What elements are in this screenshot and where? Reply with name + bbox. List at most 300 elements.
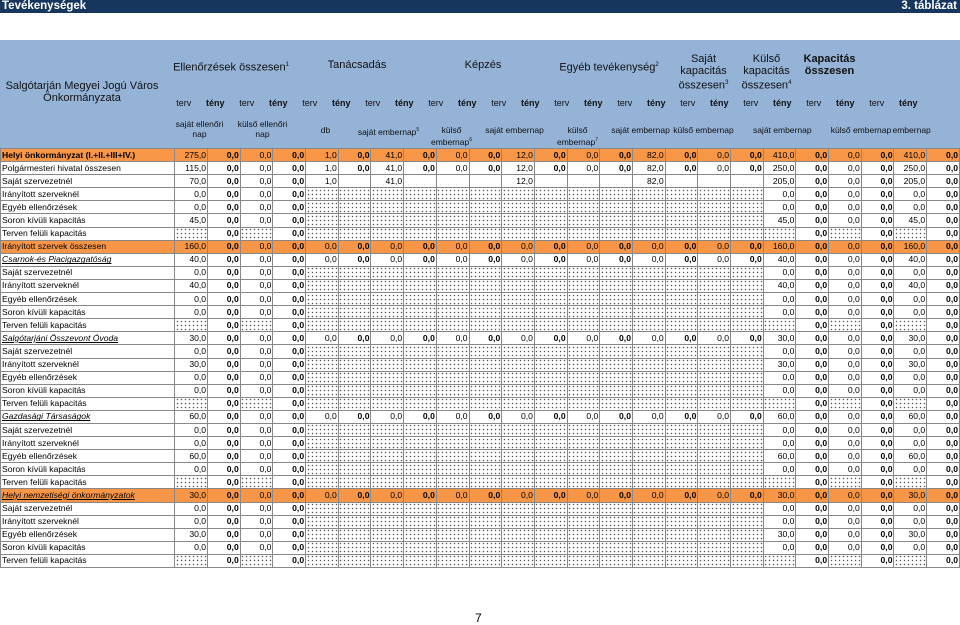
col-terv: terv: [428, 98, 444, 108]
cell: [306, 502, 339, 515]
cell: 0,0: [796, 541, 829, 554]
cell: [665, 188, 698, 201]
group-header-1: Tanácsadás: [327, 59, 387, 71]
cell: [665, 279, 698, 292]
cell: [436, 371, 469, 384]
cell: 0,0: [338, 149, 371, 162]
cell: 0,0: [208, 450, 241, 463]
cell: [371, 463, 404, 476]
cell: [306, 476, 339, 489]
cell: [404, 423, 437, 436]
table-row: [1, 162, 960, 175]
cell: [469, 450, 502, 463]
cell: 160,0: [763, 240, 796, 253]
cell: [731, 293, 764, 306]
cell: 0,0: [861, 306, 894, 319]
cell: 0,0: [796, 188, 829, 201]
cell: 0,0: [240, 515, 273, 528]
cell: [698, 214, 731, 227]
cell: [436, 423, 469, 436]
cell: [665, 384, 698, 397]
cell: [731, 515, 764, 528]
cell: 0,0: [502, 489, 535, 502]
cell: 0,0: [861, 162, 894, 175]
cell: 0,0: [175, 502, 208, 515]
cell: [698, 266, 731, 279]
cell: 0,0: [763, 201, 796, 214]
cell: [600, 306, 633, 319]
cell: 0,0: [927, 554, 960, 567]
cell: [436, 515, 469, 528]
cell: [306, 266, 339, 279]
row-label: Irányított szerveknél: [1, 437, 175, 450]
cell: 0,0: [731, 489, 764, 502]
cell: [469, 528, 502, 541]
cell: 0,0: [208, 201, 241, 214]
cell: 0,0: [829, 201, 862, 214]
cell: [731, 175, 764, 188]
cell: [731, 450, 764, 463]
cell: 0,0: [469, 410, 502, 423]
cell: 0,0: [240, 437, 273, 450]
cell: [371, 279, 404, 292]
cell: [404, 384, 437, 397]
cell: 0,0: [469, 332, 502, 345]
cell: [469, 437, 502, 450]
cell: 0,0: [240, 502, 273, 515]
cell: 0,0: [698, 489, 731, 502]
cell: 0,0: [600, 149, 633, 162]
cell: [469, 463, 502, 476]
cell: [894, 554, 927, 567]
cell: 0,0: [731, 253, 764, 266]
cell: [600, 319, 633, 332]
cell: 0,0: [208, 162, 241, 175]
cell: 40,0: [763, 253, 796, 266]
cell: [731, 319, 764, 332]
cell: 0,0: [927, 293, 960, 306]
cell: 0,0: [927, 332, 960, 345]
cell: 0,0: [796, 410, 829, 423]
cell: 0,0: [240, 175, 273, 188]
cell: 0,0: [861, 463, 894, 476]
cell: 12,0: [502, 162, 535, 175]
cell: 0,0: [763, 541, 796, 554]
cell: 30,0: [175, 358, 208, 371]
group-header-3: Egyéb tevékenység$^2$: [559, 61, 659, 74]
cell: [436, 502, 469, 515]
row-label: Saját szervezetnél: [1, 423, 175, 436]
cell: [829, 227, 862, 240]
cell: 0,0: [404, 253, 437, 266]
cell: [731, 541, 764, 554]
table-row: [1, 384, 960, 397]
col-teny: tény: [646, 98, 666, 108]
cell: [534, 306, 567, 319]
cell: [371, 541, 404, 554]
cell: 0,0: [829, 515, 862, 528]
row-label: Terven felüli kapacitás: [1, 319, 175, 332]
cell: [600, 201, 633, 214]
cell: 0,0: [927, 410, 960, 423]
cell: 0,0: [927, 515, 960, 528]
cell: 0,0: [371, 489, 404, 502]
cell: [306, 450, 339, 463]
cell: 0,0: [829, 266, 862, 279]
cell: [665, 515, 698, 528]
cell: [240, 227, 273, 240]
cell: 0,0: [927, 175, 960, 188]
cell: 0,0: [175, 463, 208, 476]
cell: 0,0: [632, 332, 665, 345]
cell: [665, 227, 698, 240]
cell: 0,0: [273, 423, 306, 436]
cell: [534, 279, 567, 292]
cell: 0,0: [371, 332, 404, 345]
cell: 0,0: [208, 175, 241, 188]
cell: [404, 528, 437, 541]
cell: [763, 319, 796, 332]
cell: [436, 227, 469, 240]
cell: 0,0: [894, 437, 927, 450]
cell: [665, 423, 698, 436]
table-number: 3. táblázat: [901, 0, 957, 12]
cell: [338, 266, 371, 279]
cell: [306, 541, 339, 554]
cell: [306, 306, 339, 319]
cell: [371, 345, 404, 358]
unit-3: saját embernap$^5$: [357, 126, 420, 137]
cell: [600, 397, 633, 410]
cell: [567, 450, 600, 463]
cell: [469, 279, 502, 292]
cell: [731, 345, 764, 358]
cell: [436, 476, 469, 489]
cell: 0,0: [240, 541, 273, 554]
cell: 0,0: [829, 279, 862, 292]
cell: [436, 437, 469, 450]
cell: [731, 371, 764, 384]
row-label: Salgótarjáni Összevont Óvoda: [1, 332, 175, 345]
table-row: [1, 306, 960, 319]
cell: [534, 528, 567, 541]
cell: 410,0: [763, 149, 796, 162]
cell: 0,0: [208, 345, 241, 358]
cell: 0,0: [600, 489, 633, 502]
cell: 0,0: [371, 253, 404, 266]
cell: 30,0: [763, 528, 796, 541]
cell: [665, 266, 698, 279]
cell: 45,0: [175, 214, 208, 227]
cell: 0,0: [632, 410, 665, 423]
row-label: Irányított szerveknél: [1, 515, 175, 528]
cell: [436, 554, 469, 567]
col-terv: terv: [743, 98, 759, 108]
cell: 0,0: [273, 371, 306, 384]
cell: 0,0: [273, 541, 306, 554]
cell: [371, 528, 404, 541]
cell: [632, 201, 665, 214]
cell: [371, 437, 404, 450]
cell: 0,0: [763, 188, 796, 201]
cell: 0,0: [927, 528, 960, 541]
cell: 0,0: [796, 489, 829, 502]
table-row: [1, 345, 960, 358]
cell: 0,0: [763, 266, 796, 279]
cell: 0,0: [240, 371, 273, 384]
cell: 0,0: [273, 476, 306, 489]
cell: 0,0: [273, 293, 306, 306]
cell: [371, 306, 404, 319]
cell: 0,0: [208, 384, 241, 397]
cell: [665, 437, 698, 450]
cell: [306, 319, 339, 332]
cell: 30,0: [763, 358, 796, 371]
cell: [567, 437, 600, 450]
cell: 0,0: [273, 162, 306, 175]
cell: [698, 201, 731, 214]
cell: [829, 554, 862, 567]
cell: 0,0: [240, 201, 273, 214]
row-label: Gazdasági Társaságok: [1, 410, 175, 423]
cell: [436, 188, 469, 201]
table-row: [1, 149, 960, 162]
cell: 0,0: [829, 332, 862, 345]
cell: 0,0: [208, 227, 241, 240]
table-row: [1, 463, 960, 476]
cell: [632, 214, 665, 227]
cell: [632, 397, 665, 410]
table-row: [1, 319, 960, 332]
row-label: Egyéb ellenőrzések: [1, 450, 175, 463]
cell: 0,0: [273, 253, 306, 266]
cell: 0,0: [273, 319, 306, 332]
cell: 0,0: [208, 528, 241, 541]
col-teny: tény: [709, 98, 729, 108]
cell: 0,0: [829, 253, 862, 266]
cell: 0,0: [306, 489, 339, 502]
cell: 0,0: [273, 345, 306, 358]
cell: 0,0: [796, 240, 829, 253]
cell: [404, 476, 437, 489]
cell: 0,0: [927, 489, 960, 502]
cell: [567, 358, 600, 371]
page-title: Tevékenységek: [2, 0, 87, 12]
cell: [175, 554, 208, 567]
cell: [665, 306, 698, 319]
cell: 0,0: [927, 358, 960, 371]
cell: [371, 358, 404, 371]
cell: 0,0: [502, 253, 535, 266]
cell: [698, 345, 731, 358]
cell: 0,0: [240, 240, 273, 253]
row-label: Soron kívüli kapacitás: [1, 541, 175, 554]
cell: [338, 358, 371, 371]
cell: 0,0: [306, 253, 339, 266]
cell: [404, 450, 437, 463]
cell: [632, 384, 665, 397]
cell: [306, 201, 339, 214]
cell: [731, 463, 764, 476]
cell: [502, 541, 535, 554]
cell: 0,0: [861, 489, 894, 502]
cell: 0,0: [469, 162, 502, 175]
cell: [829, 476, 862, 489]
cell: 0,0: [927, 397, 960, 410]
cell: 0,0: [502, 410, 535, 423]
cell: [698, 188, 731, 201]
cell: [502, 266, 535, 279]
cell: [404, 502, 437, 515]
cell: 0,0: [338, 489, 371, 502]
cell: 60,0: [763, 410, 796, 423]
cell: 0,0: [338, 410, 371, 423]
cell: [600, 554, 633, 567]
cell: [567, 293, 600, 306]
cell: [567, 423, 600, 436]
cell: 0,0: [273, 201, 306, 214]
cell: [338, 528, 371, 541]
cell: [338, 201, 371, 214]
cell: [731, 528, 764, 541]
cell: [698, 397, 731, 410]
table-row: [1, 201, 960, 214]
cell: 0,0: [436, 332, 469, 345]
cell: [404, 358, 437, 371]
cell: [534, 463, 567, 476]
cell: 0,0: [861, 437, 894, 450]
cell: [502, 319, 535, 332]
cell: [665, 554, 698, 567]
cell: 0,0: [861, 410, 894, 423]
cell: [665, 319, 698, 332]
cell: 0,0: [861, 515, 894, 528]
cell: 41,0: [371, 175, 404, 188]
cell: [306, 437, 339, 450]
cell: [698, 476, 731, 489]
cell: [632, 528, 665, 541]
cell: 0,0: [763, 371, 796, 384]
cell: [600, 515, 633, 528]
cell: 0,0: [796, 397, 829, 410]
cell: 0,0: [796, 293, 829, 306]
cell: 0,0: [273, 384, 306, 397]
cell: [306, 384, 339, 397]
cell: 0,0: [796, 554, 829, 567]
cell: [894, 397, 927, 410]
cell: 0,0: [698, 410, 731, 423]
cell: 0,0: [208, 371, 241, 384]
cell: 0,0: [404, 410, 437, 423]
col-terv: terv: [176, 98, 192, 108]
cell: [175, 319, 208, 332]
cell: 82,0: [632, 149, 665, 162]
cell: 0,0: [731, 240, 764, 253]
table-row: [1, 502, 960, 515]
cell: [502, 384, 535, 397]
cell: [600, 188, 633, 201]
cell: [567, 227, 600, 240]
cell: 0,0: [208, 476, 241, 489]
cell: [731, 476, 764, 489]
cell: 0,0: [273, 214, 306, 227]
cell: [534, 450, 567, 463]
col-teny: tény: [898, 98, 918, 108]
cell: 0,0: [338, 332, 371, 345]
table-row: [1, 437, 960, 450]
cell: 0,0: [927, 476, 960, 489]
cell: [632, 502, 665, 515]
cell: [436, 319, 469, 332]
cell: [306, 358, 339, 371]
cell: 0,0: [208, 423, 241, 436]
cell: 0,0: [273, 175, 306, 188]
row-label: Irányított szerveknél: [1, 358, 175, 371]
page-number: 7: [475, 611, 482, 625]
cell: [632, 450, 665, 463]
cell: 0,0: [861, 371, 894, 384]
cell: 30,0: [175, 489, 208, 502]
cell: 0,0: [175, 266, 208, 279]
table-row: [1, 371, 960, 384]
cell: [502, 515, 535, 528]
cell: 0,0: [208, 332, 241, 345]
cell: 0,0: [534, 162, 567, 175]
cell: 0,0: [567, 489, 600, 502]
cell: 0,0: [894, 502, 927, 515]
cell: 0,0: [861, 149, 894, 162]
cell: [306, 423, 339, 436]
cell: [338, 345, 371, 358]
cell: [338, 371, 371, 384]
cell: 0,0: [632, 240, 665, 253]
cell: 0,0: [338, 253, 371, 266]
cell: 41,0: [371, 149, 404, 162]
cell: [338, 397, 371, 410]
cell: [698, 279, 731, 292]
cell: 0,0: [208, 214, 241, 227]
cell: [731, 502, 764, 515]
cell: 12,0: [502, 149, 535, 162]
cell: 0,0: [208, 266, 241, 279]
cell: 1,0: [306, 162, 339, 175]
cell: 0,0: [927, 149, 960, 162]
cell: 0,0: [927, 541, 960, 554]
cell: [502, 214, 535, 227]
cell: 30,0: [175, 332, 208, 345]
cell: [404, 463, 437, 476]
cell: 0,0: [240, 266, 273, 279]
cell: 0,0: [861, 214, 894, 227]
cell: 0,0: [731, 149, 764, 162]
cell: 40,0: [763, 279, 796, 292]
cell: 160,0: [894, 240, 927, 253]
cell: 82,0: [632, 175, 665, 188]
cell: [469, 397, 502, 410]
cell: 0,0: [927, 371, 960, 384]
cell: 0,0: [338, 162, 371, 175]
cell: 0,0: [436, 489, 469, 502]
cell: 0,0: [763, 437, 796, 450]
cell: 0,0: [894, 541, 927, 554]
table-row: [1, 554, 960, 567]
cell: 0,0: [208, 463, 241, 476]
cell: 0,0: [829, 423, 862, 436]
group-header-4: Saját kapacitás összesen$^3$: [678, 53, 729, 92]
row-label: Soron kívüli kapacitás: [1, 384, 175, 397]
cell: [731, 188, 764, 201]
cell: [502, 450, 535, 463]
